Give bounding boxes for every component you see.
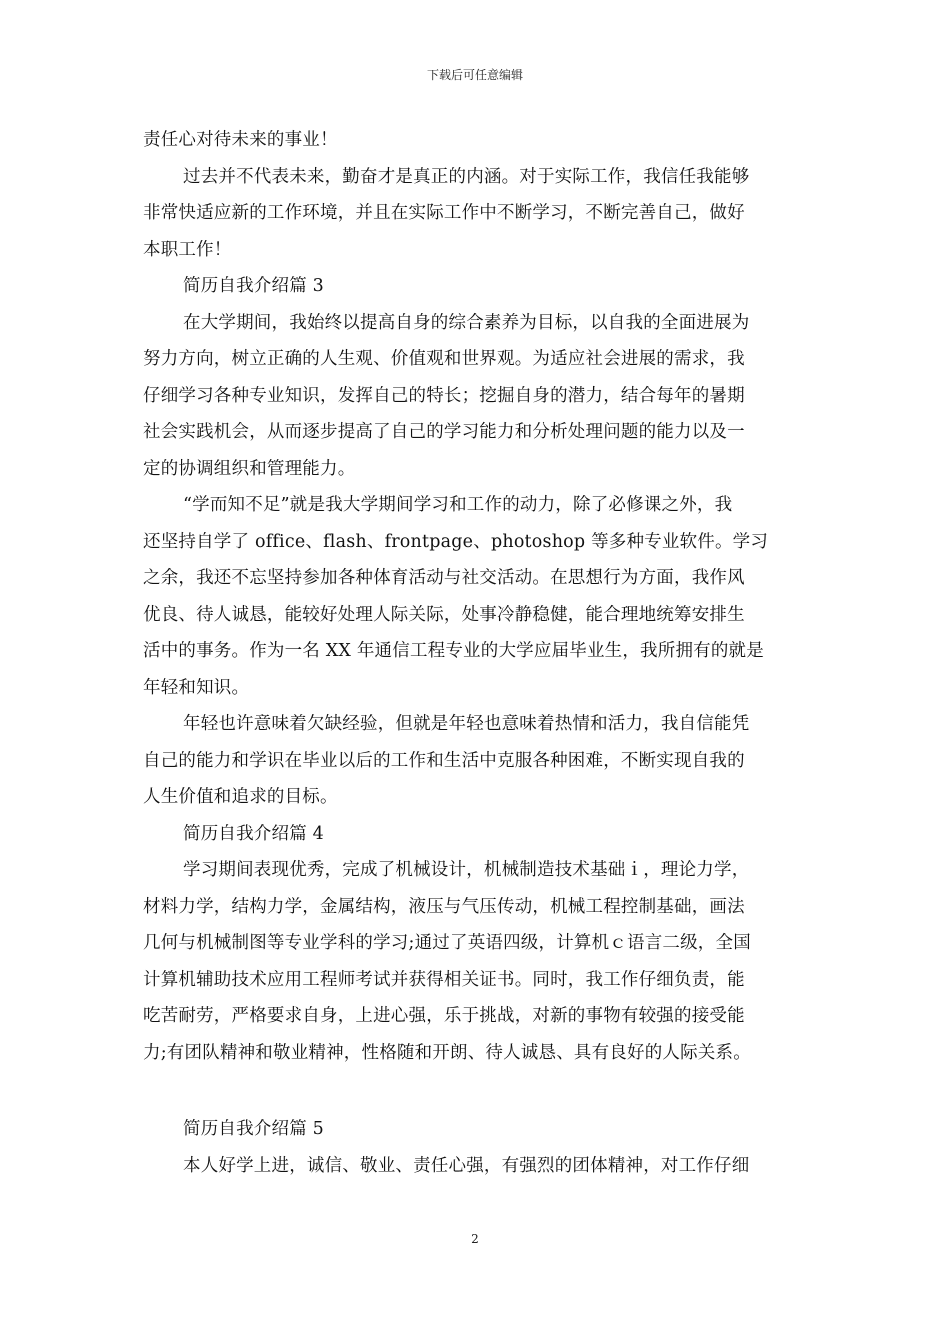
text-line: 计算机辅助技术应用工程师考试并获得相关证书。同时，我工作仔细负责，能 [143, 969, 745, 990]
text-line: 责任心对待未来的事业！ [143, 130, 338, 150]
text-line: “学而知不足”就是我大学期间学习和工作的动力，除了必修课之外，我 [183, 495, 733, 515]
text-line: 社会实践机会，从而逐步提高了自己的学习能力和分析处理问题的能力以及一 [143, 422, 745, 442]
page-number: 2 [471, 1232, 479, 1246]
text-line: 过去并不代表未来，勤奋才是真正的内涵。对于实际工作，我信任我能够 [183, 166, 750, 187]
text-line: 还坚持自学了 office、flash、frontpage、photoshop 等多种专业软件。学习 [143, 531, 769, 552]
text-line: 优良、待人诚恳，能较好处理人际关际，处事冷静稳健，能合理地统筹安排生 [143, 604, 745, 625]
text-line: 之余，我还不忘坚持参加各种体育活动与社交活动。在思想行为方面，我作风 [143, 568, 745, 588]
text-line: 活中的事务。作为一名 XX 年通信工程专业的大学应届毕业生，我所拥有的就是 [143, 641, 764, 661]
text-line: 材料力学，结构力学，金属结构，液压与气压传动，机械工程控制基础，画法 [143, 896, 745, 917]
text-line: 简历自我介绍篇 3 [183, 276, 324, 296]
text-line: 吃苦耐劳，严格要求自身，上进心强，乐于挑战，对新的事物有较强的接受能 [143, 1006, 745, 1026]
text-line: 自己的能力和学识在毕业以后的工作和生活中克服各种困难，不断实现自我的 [143, 750, 745, 771]
text-line: 定的协调组织和管理能力。 [143, 458, 356, 479]
text-line: 简历自我介绍篇 5 [183, 1119, 324, 1139]
text-line: 在大学期间，我始终以提高自身的综合素养为目标，以自我的全面进展为 [183, 312, 750, 333]
text-line: 人生价值和追求的目标。 [143, 787, 338, 807]
text-line: 仔细学习各种专业知识，发挥自己的特长；挖掘自身的潜力，结合每年的暑期 [143, 385, 745, 406]
blank-line [143, 1071, 807, 1111]
text-line: 学习期间表现优秀，完成了机械设计，机械制造技术基础ｉ，理论力学， [183, 860, 750, 880]
text-line: 年轻也许意味着欠缺经验，但就是年轻也意味着热情和活力，我自信能凭 [183, 714, 750, 734]
text-line: 非常快适应新的工作环境，并且在实际工作中不断学习，不断完善自己，做好 [143, 203, 745, 223]
page-header: 下载后可任意编辑 [426, 68, 523, 82]
text-line: 几何与机械制图等专业学科的学习;通过了英语四级，计算机ｃ语言二级，全国 [143, 933, 751, 953]
text-line: 年轻和知识。 [143, 677, 250, 698]
text-line: 简历自我介绍篇 4 [183, 823, 324, 844]
text-line: 本职工作！ [143, 239, 232, 260]
text-line: 力;有团队精神和敬业精神，性格随和开朗、待人诚恳、具有良好的人际关系。 [143, 1042, 751, 1063]
text-line: 努力方向，树立正确的人生观、价值观和世界观。为适应社会进展的需求，我 [143, 349, 745, 369]
document-body [143, 122, 807, 1184]
text-line: 本人好学上进，诚信、敬业、责任心强，有强烈的团体精神，对工作仔细 [183, 1155, 750, 1176]
